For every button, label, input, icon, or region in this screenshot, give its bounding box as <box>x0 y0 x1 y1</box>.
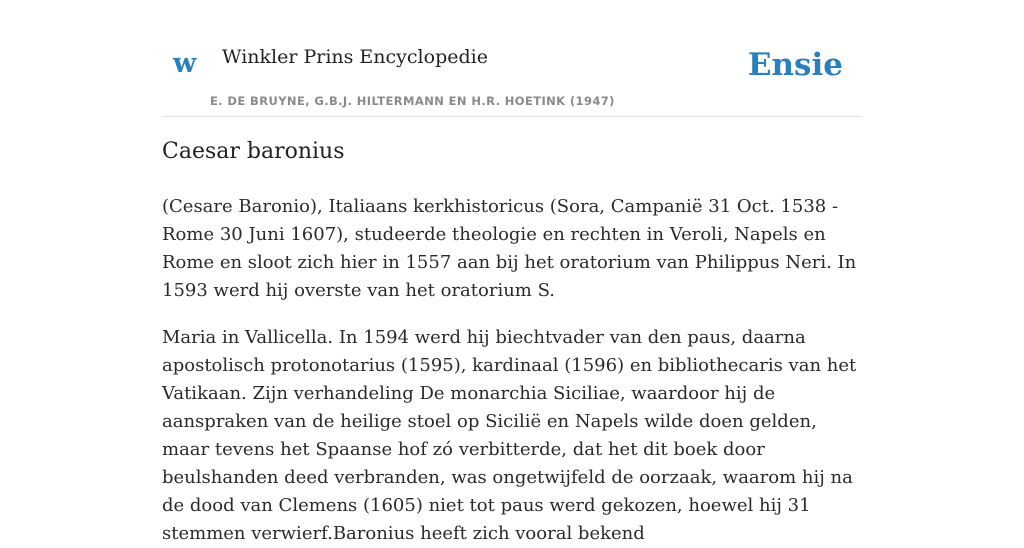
site-header <box>162 0 862 117</box>
source-title[interactable]: Winkler Prins Encyclopedie <box>222 46 488 68</box>
article <box>162 138 862 548</box>
article-paragraph: Maria in Vallicella. In 1594 werd hij biechtvader van den paus, daarna apostolisch protonotarius (1595), kardinaal (1596) en bibliothecaris van het Vatikaan. Zijn verhandeling De monarchia Siciliae, waardoor hij de aanspraken van de heilige stoel op Sicilië en Napels wilde doen gelden, maar tevens het Spaanse hof zó verbitterde, dat het dit boek door beulshanden deed verbranden, was ongetwijfeld de oorzaak, waarom hij na de dood van Clemens (1605) niet tot paus werd gekozen, hoewel hij 31 stemmen verwierf.Baronius heeft zich vooral bekend <box>162 326 857 544</box>
article-title: Caesar baronius <box>162 139 345 164</box>
ensie-brand-link[interactable]: Ensie <box>747 47 843 83</box>
article-paragraph: (Cesare Baronio), Italiaans kerkhistoricus (Sora, Campanië 31 Oct. 1538 - Rome 30 Juni 1607), studeerde theologie en rechten in Veroli, Napels en Rome en sloot zich hier in 1557 aan bij het oratorium van Philippus Neri. In 1593 werd hij overste van het oratorium S. <box>162 195 857 301</box>
source-authors: E. DE BRUYNE, G.B.J. HILTERMANN EN H.R. HOETINK (1947) <box>210 94 615 108</box>
winkler-prins-logo[interactable]: w <box>173 48 197 79</box>
